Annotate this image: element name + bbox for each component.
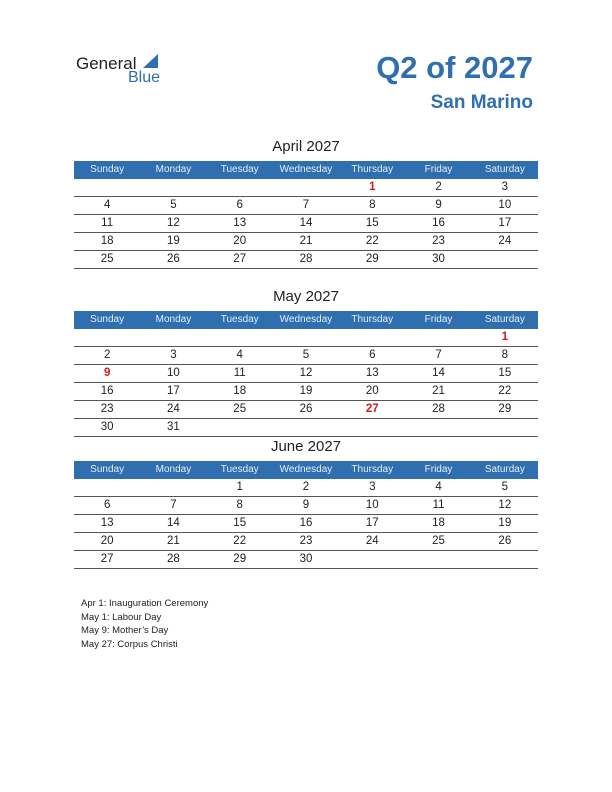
day-cell: 9	[302, 499, 310, 511]
day-cell: 3	[369, 481, 376, 493]
day-cell: 4	[103, 199, 111, 211]
day-cell: 18	[432, 517, 445, 529]
weekday-label: Sunday	[90, 164, 125, 175]
weekday-label: Monday	[155, 314, 192, 325]
day-cell: 7	[302, 199, 310, 211]
empty-day-cell	[472, 251, 538, 268]
weekday-label: Saturday	[484, 164, 525, 175]
day-cell: 4	[236, 349, 243, 361]
logo	[76, 52, 176, 88]
day-cell: 20	[365, 385, 379, 397]
month-april	[74, 137, 538, 269]
weekday-label: Wednesday	[279, 164, 333, 175]
day-cell: 11	[233, 367, 246, 379]
day-cell: 18	[100, 235, 114, 247]
weekday-label: Saturday	[484, 464, 525, 475]
holiday-item: Apr 1: Inauguration Ceremony	[81, 598, 209, 609]
day-cell: 3	[170, 349, 177, 361]
day-cell: 7	[435, 349, 442, 361]
day-cell: 10	[365, 499, 379, 511]
empty-day-cell	[273, 179, 339, 196]
week-row	[74, 533, 538, 551]
weekday-label: Sunday	[90, 464, 125, 475]
empty-day-cell	[472, 551, 538, 568]
day-cell: 23	[432, 235, 445, 247]
month-title: May 2027	[273, 288, 339, 305]
day-cell: 10	[498, 199, 512, 211]
day-cell: 30	[100, 421, 114, 433]
day-cell: 25	[100, 253, 114, 265]
day-cell: 9	[435, 199, 442, 211]
day-cell: 19	[299, 385, 313, 397]
day-cell: 14	[299, 217, 313, 229]
day-cell: 6	[103, 499, 111, 511]
day-cell: 11	[101, 217, 114, 229]
day-cell: 25	[432, 535, 445, 547]
day-cell: 17	[498, 217, 512, 229]
weekday-label: Wednesday	[279, 314, 333, 325]
day-cell: 24	[365, 535, 379, 547]
day-cell: 9	[103, 367, 111, 379]
empty-day-cell	[140, 479, 206, 496]
weekday-header	[74, 161, 538, 179]
day-cell: 22	[365, 235, 379, 247]
day-cell: 5	[302, 349, 310, 361]
day-cell: 14	[167, 517, 180, 529]
empty-day-cell	[74, 179, 140, 196]
week-row	[74, 233, 538, 251]
empty-day-cell	[273, 329, 339, 346]
day-cell: 4	[435, 481, 442, 493]
empty-day-cell	[207, 179, 273, 196]
month-title: June 2027	[270, 438, 342, 455]
day-cell: 13	[100, 517, 114, 529]
week-row	[74, 479, 538, 497]
day-cell: 11	[432, 499, 445, 511]
empty-day-cell	[140, 329, 206, 346]
day-cell: 29	[233, 553, 247, 565]
week-row	[74, 419, 538, 437]
weekday-label: Thursday	[351, 314, 394, 325]
week-row	[74, 197, 538, 215]
empty-day-cell	[207, 329, 273, 346]
day-cell: 8	[501, 349, 509, 361]
holiday-item: May 9: Mother’s Day	[81, 625, 169, 636]
day-cell: 13	[365, 367, 379, 379]
month-june	[74, 437, 538, 569]
day-cell: 15	[233, 517, 247, 529]
day-cell: 2	[302, 481, 310, 493]
day-cell: 25	[233, 403, 247, 415]
holiday-item: May 27: Corpus Christi	[81, 638, 178, 650]
day-cell: 21	[432, 385, 445, 397]
month-title: April 2027	[272, 138, 340, 155]
weekday-header	[74, 461, 538, 479]
empty-day-cell	[472, 419, 538, 436]
day-cell: 7	[170, 499, 177, 511]
logo-blue-text: Blue	[128, 69, 161, 86]
weekday-label: Friday	[424, 464, 453, 475]
day-cell: 30	[432, 253, 445, 265]
day-cell: 15	[498, 367, 512, 379]
month-may	[74, 287, 538, 437]
page-subtitle: San Marino	[430, 92, 533, 113]
day-cell: 26	[299, 403, 313, 415]
day-cell: 23	[100, 403, 114, 415]
weekday-label: Monday	[155, 164, 192, 175]
weekday-label: Friday	[424, 164, 453, 175]
empty-day-cell	[339, 419, 405, 436]
week-row	[74, 251, 538, 269]
day-cell: 15	[365, 217, 379, 229]
week-row	[74, 497, 538, 515]
day-cell: 13	[233, 217, 247, 229]
week-row	[74, 179, 538, 197]
day-cell: 16	[100, 385, 114, 397]
weekday-header	[74, 311, 538, 329]
day-cell: 28	[299, 253, 313, 265]
day-cell: 12	[498, 499, 512, 511]
day-cell: 19	[167, 235, 180, 247]
week-row	[74, 551, 538, 569]
holiday-list	[81, 597, 208, 651]
weekday-label: Friday	[424, 314, 453, 325]
empty-day-cell	[405, 419, 471, 436]
day-cell: 29	[498, 403, 512, 415]
day-cell: 12	[299, 367, 313, 379]
week-row	[74, 401, 538, 419]
day-cell: 22	[233, 535, 247, 547]
empty-day-cell	[140, 179, 206, 196]
day-cell: 26	[498, 535, 512, 547]
day-cell: 27	[233, 253, 247, 265]
day-cell: 10	[167, 367, 180, 379]
day-cell: 31	[167, 421, 180, 433]
day-cell: 16	[432, 217, 445, 229]
logo-triangle-icon	[143, 54, 158, 68]
empty-day-cell	[405, 329, 471, 346]
holiday-item: May 1: Labour Day	[81, 611, 162, 623]
day-cell: 20	[100, 535, 114, 547]
day-cell: 2	[435, 181, 442, 193]
day-cell: 5	[501, 481, 509, 493]
empty-day-cell	[405, 551, 471, 568]
empty-day-cell	[273, 419, 339, 436]
day-cell: 27	[365, 403, 379, 415]
weekday-label: Sunday	[90, 314, 125, 325]
day-cell: 6	[369, 349, 376, 361]
empty-day-cell	[339, 329, 405, 346]
day-cell: 5	[170, 199, 177, 211]
weekday-label: Tuesday	[220, 464, 259, 475]
weekday-label: Monday	[155, 464, 192, 475]
day-cell: 28	[167, 553, 180, 565]
weekday-label: Wednesday	[279, 464, 333, 475]
day-cell: 1	[501, 331, 509, 343]
day-cell: 23	[299, 535, 313, 547]
day-cell: 21	[167, 535, 180, 547]
weekday-label: Thursday	[351, 464, 394, 475]
week-row	[74, 383, 538, 401]
day-cell: 2	[103, 349, 111, 361]
day-cell: 21	[299, 235, 313, 247]
week-row	[74, 215, 538, 233]
day-cell: 20	[233, 235, 247, 247]
week-row	[74, 329, 538, 347]
day-cell: 29	[365, 253, 379, 265]
day-cell: 8	[236, 499, 243, 511]
week-row	[74, 365, 538, 383]
empty-day-cell	[74, 329, 140, 346]
day-cell: 18	[233, 385, 247, 397]
empty-day-cell	[74, 479, 140, 496]
day-cell: 26	[167, 253, 180, 265]
day-cell: 1	[236, 481, 243, 493]
day-cell: 17	[167, 385, 180, 397]
week-row	[74, 347, 538, 365]
day-cell: 12	[167, 217, 180, 229]
weekday-label: Tuesday	[220, 164, 259, 175]
weekday-label: Tuesday	[220, 314, 259, 325]
day-cell: 27	[100, 553, 114, 565]
day-cell: 30	[299, 553, 313, 565]
day-cell: 19	[498, 517, 512, 529]
empty-day-cell	[207, 419, 273, 436]
logo-general-text: General	[76, 54, 137, 73]
day-cell: 14	[432, 367, 445, 379]
day-cell: 24	[167, 403, 180, 415]
day-cell: 3	[501, 181, 509, 193]
page-title: Q2 of 2027	[376, 50, 533, 85]
weekday-label: Saturday	[484, 314, 525, 325]
day-cell: 22	[498, 385, 512, 397]
empty-day-cell	[339, 551, 405, 568]
day-cell: 8	[369, 199, 376, 211]
day-cell: 17	[365, 517, 379, 529]
day-cell: 1	[369, 181, 376, 193]
day-cell: 28	[432, 403, 445, 415]
day-cell: 16	[299, 517, 313, 529]
day-cell: 6	[236, 199, 243, 211]
weekday-label: Thursday	[351, 164, 394, 175]
week-row	[74, 515, 538, 533]
day-cell: 24	[498, 235, 512, 247]
